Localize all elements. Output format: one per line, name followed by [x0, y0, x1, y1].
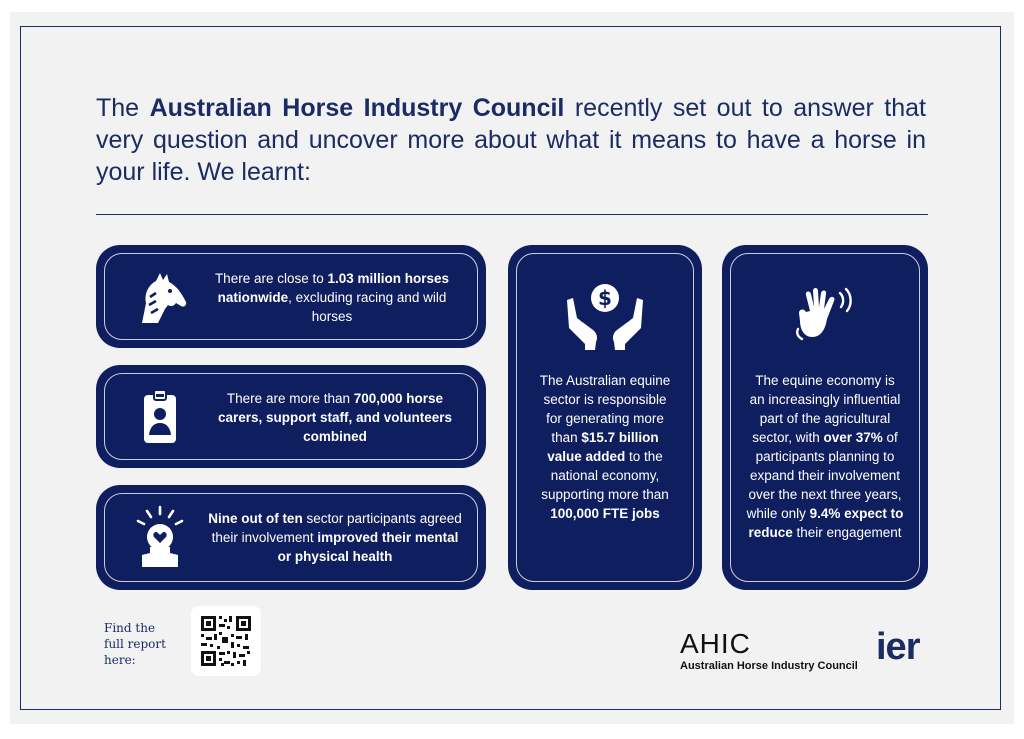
ahic-logo-text: AHIC	[680, 628, 751, 659]
influence-text-d: 9.4% expect to reduce	[748, 506, 904, 540]
ier-logo: ier	[876, 626, 920, 668]
ahic-logo	[680, 630, 858, 673]
health-stat-text	[204, 509, 466, 566]
divider-line	[96, 214, 928, 215]
economy-text-a: The Australian equine sector is responsible for generating more than	[539, 373, 671, 445]
health-text-a: Nine out of ten	[208, 511, 303, 526]
horse-head-icon	[132, 269, 188, 325]
horses-stat-text	[196, 269, 468, 326]
economy-stat-text	[534, 371, 676, 523]
horses-text-c: , excluding racing and wild horses	[288, 290, 447, 324]
intro-organisation: Australian Horse Industry Council	[149, 94, 565, 122]
svg-text:$: $	[598, 286, 612, 310]
influence-text-e: their engagement	[792, 525, 902, 540]
qr-code-container[interactable]	[191, 606, 261, 676]
intro-text-start: The	[96, 94, 150, 122]
qr-code-icon[interactable]	[191, 606, 261, 676]
intro-text-end: recently set out to answer that very question and uncover more about what it means to have a horse in your life. We learnt:	[96, 94, 926, 186]
waving-hand-icon	[794, 287, 858, 343]
mind-heart-icon	[134, 505, 186, 569]
id-badge-icon	[142, 389, 178, 445]
carers-text-c: combined	[303, 429, 367, 444]
intro-paragraph	[96, 92, 926, 188]
economy-text-b: $15.7 billion value added	[547, 430, 659, 464]
influence-text-c: of participants planning to expand their involvement over the next three years, while only	[746, 430, 902, 521]
stat-card-economy	[508, 245, 702, 590]
carers-text-a: There are more than	[226, 391, 354, 406]
stat-card-influence	[722, 245, 928, 590]
carers-text-b: 700,000 horse carers, support staff, and volunteers	[217, 391, 453, 425]
horses-text-b: 1.03 million horses nationwide	[217, 271, 450, 305]
stat-card-horses	[96, 245, 486, 348]
find-report-label: Find the full report here:	[104, 621, 166, 667]
economy-text-d: 100,000 FTE jobs	[550, 506, 660, 521]
stat-card-health	[96, 485, 486, 590]
carers-stat-text	[204, 389, 466, 446]
horses-text-a: There are close to	[214, 271, 328, 286]
influence-text-a: The equine economy is an increasingly influential part of the agricultural sector, with	[749, 373, 901, 445]
economy-text-c: to the national economy, supporting more than	[541, 449, 669, 502]
money-hands-icon	[563, 282, 647, 352]
influence-stat-text	[746, 371, 904, 542]
stat-card-carers	[96, 365, 486, 468]
health-text-b: sector participants agreed their involvement	[211, 511, 462, 545]
ahic-full-name: Australian Horse Industry Council	[680, 660, 858, 672]
influence-text-b: over 37%	[823, 430, 883, 445]
health-text-c: improved their mental or physical health	[277, 530, 459, 564]
